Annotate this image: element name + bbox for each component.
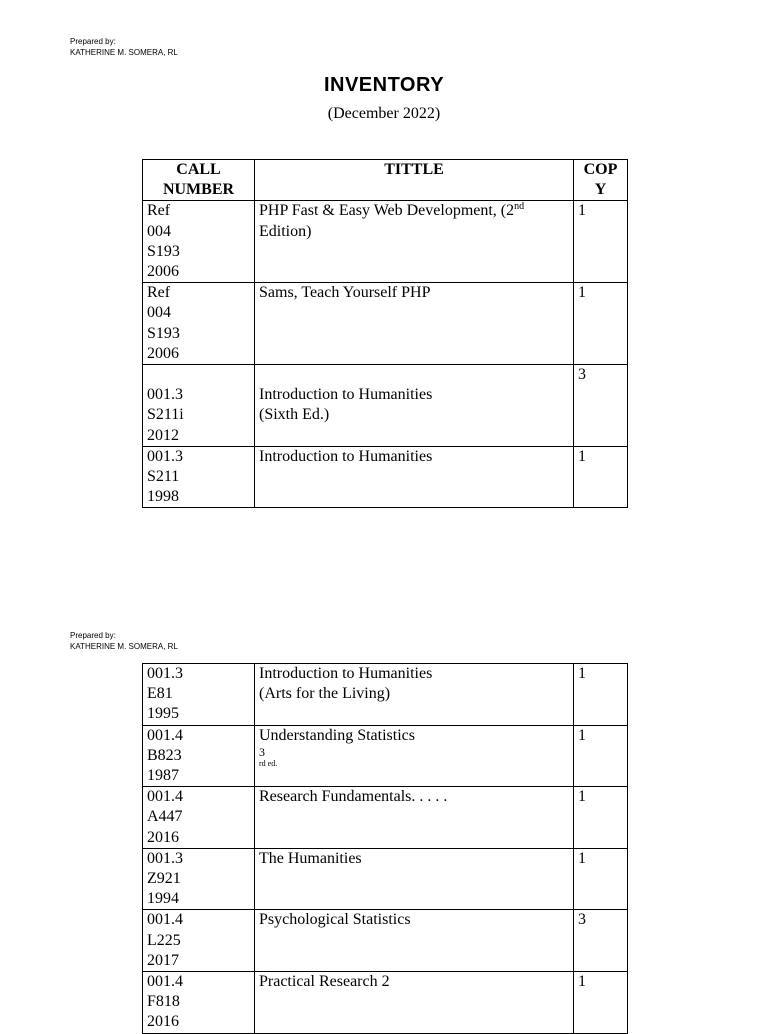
document-date: (December 2022) — [327, 105, 441, 122]
call-number-cell: 001.3 S211i 2012 — [143, 365, 255, 447]
table-row — [143, 365, 628, 447]
table-row — [143, 283, 628, 365]
table-row — [143, 787, 628, 849]
copy-cell: 1 — [574, 725, 628, 787]
call-number-cell: 001.4 L225 2017 — [143, 910, 255, 972]
preparer-name: KATHERINE M. SOMERA, RL — [70, 642, 178, 651]
title-cell: Understanding Statistics 3 rd ed. — [255, 725, 574, 787]
call-number-cell: 001.3 E81 1995 — [143, 664, 255, 726]
title-cell: Introduction to Humanities (Arts for the Living) — [255, 664, 574, 726]
title-cell: Sams, Teach Yourself PHP — [255, 283, 574, 365]
copy-cell: 1 — [574, 446, 628, 508]
call-number-cell: Ref 004 S193 2006 — [143, 283, 255, 365]
call-number-cell: 001.4 A447 2016 — [143, 787, 255, 849]
title-cell: Research Fundamentals. . . . . — [255, 787, 574, 849]
copy-cell: 1 — [574, 283, 628, 365]
table-row — [143, 446, 628, 508]
copy-cell: 1 — [574, 664, 628, 726]
copy-cell: 1 — [574, 201, 628, 283]
copy-cell: 3 — [574, 910, 628, 972]
copy-cell: 1 — [574, 848, 628, 910]
call-number-cell: 001.3 Z921 1994 — [143, 848, 255, 910]
table-row — [143, 848, 628, 910]
call-number-cell: 001.3 S211 1998 — [143, 446, 255, 508]
table-row — [143, 910, 628, 972]
title-cell: PHP Fast & Easy Web Development, (2nd Edition) — [255, 201, 574, 283]
copy-cell: 1 — [574, 787, 628, 849]
call-number-cell: 001.4 F818 2016 — [143, 972, 255, 1034]
table-row — [143, 664, 628, 726]
header-call-number: CALL NUMBER — [143, 160, 255, 201]
title-cell: Psychological Statistics — [255, 910, 574, 972]
table-header-row — [143, 160, 628, 201]
title-cell: Introduction to Humanities (Sixth Ed.) — [255, 365, 574, 447]
prepared-by-block — [70, 630, 178, 652]
copy-cell: 3 — [574, 365, 628, 447]
header-title: TITTLE — [255, 160, 574, 201]
title-cell: Practical Research 2 — [255, 972, 574, 1034]
call-number-cell: Ref 004 S193 2006 — [143, 201, 255, 283]
inventory-table-continued — [142, 663, 628, 1034]
table-row — [143, 201, 628, 283]
header-copy: COP Y — [574, 160, 628, 201]
title-cell: The Humanities — [255, 848, 574, 910]
document-title: INVENTORY — [323, 74, 445, 96]
prepared-by-block — [70, 36, 178, 58]
preparer-name: KATHERINE M. SOMERA, RL — [70, 48, 178, 57]
title-cell: Introduction to Humanities — [255, 446, 574, 508]
prepared-by-label: Prepared by: — [70, 37, 116, 46]
prepared-by-label: Prepared by: — [70, 631, 116, 640]
inventory-table — [142, 159, 628, 508]
copy-cell: 1 — [574, 972, 628, 1034]
call-number-cell: 001.4 B823 1987 — [143, 725, 255, 787]
table-row — [143, 725, 628, 787]
